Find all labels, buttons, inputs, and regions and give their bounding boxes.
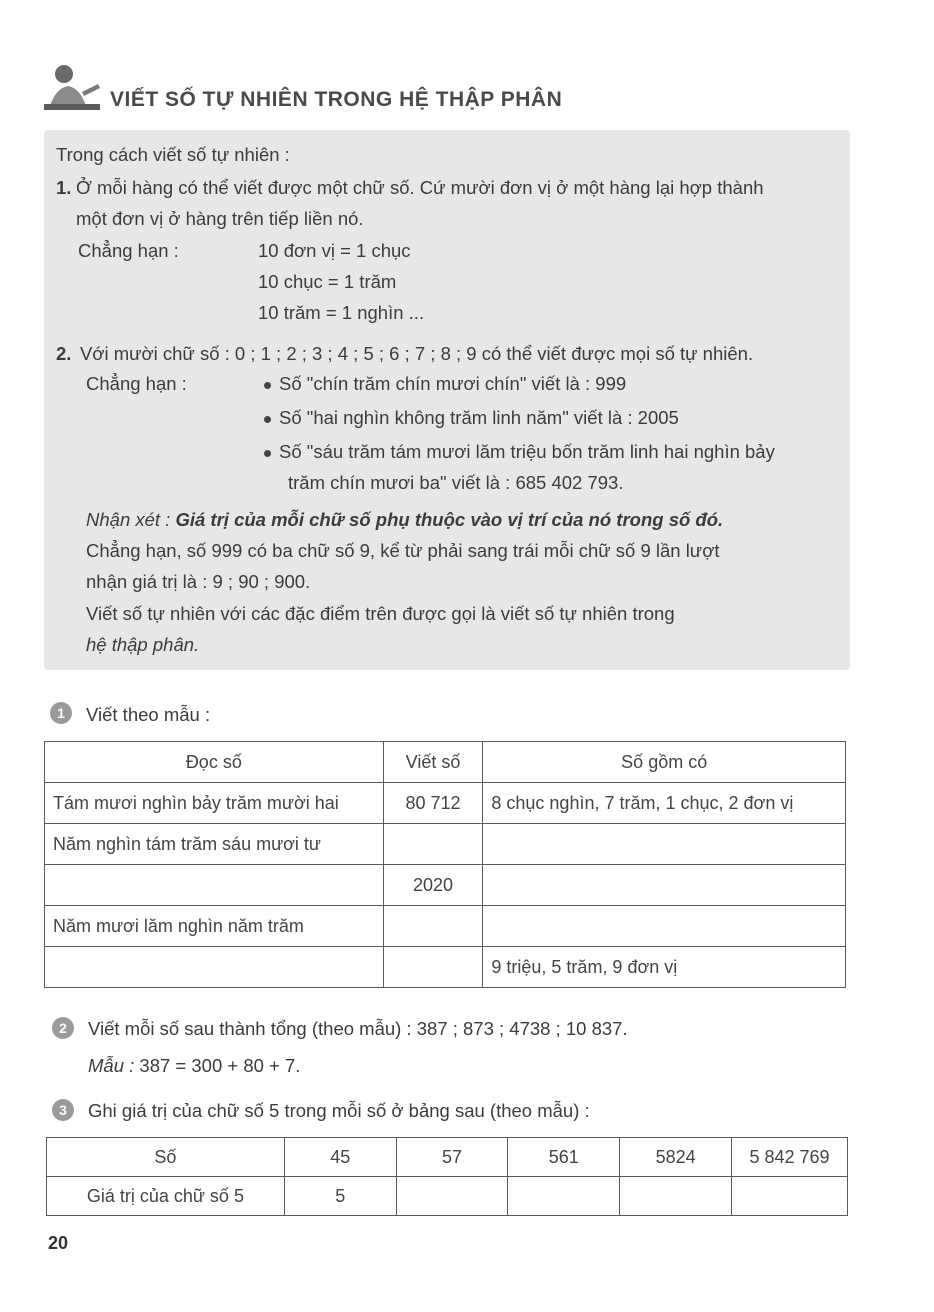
composition-cell[interactable]: [483, 824, 846, 865]
remark: [86, 509, 723, 531]
definition-line-1: Viết số tự nhiên với các đặc điểm trên được gọi là viết số tự nhiên trong: [86, 603, 675, 624]
number-cell: 5 842 769: [732, 1138, 848, 1177]
write-number-cell: 2020: [383, 865, 483, 906]
point-1-line-1: Ở mỗi hàng có thể viết được một chữ số. Cứ mười đơn vị ở một hàng lại hợp thành: [76, 177, 764, 198]
header-cell: Đọc số: [45, 742, 384, 783]
example-line-1: 10 đơn vị = 1 chục: [258, 240, 411, 261]
number-row: [47, 1138, 848, 1177]
bullet-icon: [264, 450, 271, 457]
write-number-cell[interactable]: [383, 906, 483, 947]
read-number-cell: Năm nghìn tám trăm sáu mươi tư: [45, 824, 384, 865]
exercise-1-instruction: Viết theo mẫu :: [86, 704, 211, 725]
exercise-3-instruction: Ghi giá trị của chữ số 5 trong mỗi số ở bảng sau (theo mẫu) :: [88, 1100, 590, 1121]
point-2-number: 2.: [56, 343, 72, 364]
bullet-item-3-text: Số "sáu trăm tám mươi lăm triệu bốn trăm linh hai nghìn bảy: [279, 441, 775, 462]
point-2-line: Với mười chữ số : 0 ; 1 ; 2 ; 3 ; 4 ; 5 ; 6 ; 7 ; 8 ; 9 có thể viết được mọi số tự nhiên.: [80, 343, 754, 364]
table-header-row: [45, 742, 846, 783]
page-number: 20: [48, 1233, 69, 1253]
read-number-cell[interactable]: [45, 865, 384, 906]
remark-example-line-1: Chẳng hạn, số 999 có ba chữ số 9, kể từ phải sang trái mỗi chữ số 9 lần lượt: [86, 540, 720, 561]
number-cell: 45: [284, 1138, 396, 1177]
number-cell: 5824: [620, 1138, 732, 1177]
table-row: [45, 906, 846, 947]
exercise-2-sample: [88, 1055, 300, 1077]
table-row: [45, 865, 846, 906]
exercise-1-badge: 1: [50, 702, 72, 724]
number-cell: 57: [396, 1138, 508, 1177]
exercise-2-badge: 2: [52, 1017, 74, 1039]
write-number-cell[interactable]: [383, 947, 483, 988]
point-1-line-2: một đơn vị ở hàng trên tiếp liền nó.: [76, 208, 364, 229]
theory-intro: Trong cách viết số tự nhiên :: [56, 144, 290, 165]
bullet-item-3: [264, 441, 775, 463]
composition-cell[interactable]: [483, 865, 846, 906]
example-line-2: 10 chục = 1 trăm: [258, 271, 397, 292]
example-line-3: 10 trăm = 1 nghìn ...: [258, 302, 425, 323]
table-row: [45, 947, 846, 988]
lesson-title-row: [42, 62, 742, 114]
read-number-cell: Tám mươi nghìn bảy trăm mười hai: [45, 783, 384, 824]
value-cell[interactable]: [732, 1177, 848, 1216]
point-1-number: 1.: [56, 177, 72, 198]
table-row: [45, 824, 846, 865]
sample-label: Mẫu :: [88, 1055, 135, 1076]
bullet-icon: [264, 416, 271, 423]
exercise-2-instruction: Viết mỗi số sau thành tổng (theo mẫu) : 387 ; 873 ; 4738 ; 10 837.: [88, 1018, 628, 1039]
read-number-cell: Năm mươi lăm nghìn năm trăm: [45, 906, 384, 947]
header-cell: Số gồm có: [483, 742, 846, 783]
value-row: [47, 1177, 848, 1216]
composition-cell[interactable]: [483, 906, 846, 947]
write-number-cell: 80 712: [383, 783, 483, 824]
example-label-1: Chẳng hạn :: [78, 240, 179, 261]
bullet-item-1: [264, 373, 626, 395]
value-cell: 5: [284, 1177, 396, 1216]
sample-text: 387 = 300 + 80 + 7.: [139, 1055, 301, 1076]
remark-label: Nhận xét :: [86, 509, 171, 530]
bullet-item-2: [264, 407, 679, 429]
value-cell[interactable]: [396, 1177, 508, 1216]
lesson-title: VIẾT SỐ TỰ NHIÊN TRONG HỆ THẬP PHÂN: [110, 88, 563, 111]
example-label-2: Chẳng hạn :: [86, 373, 187, 394]
bullet-item-3-line-2: trăm chín mươi ba" viết là : 685 402 793.: [288, 472, 624, 493]
value-cell[interactable]: [508, 1177, 620, 1216]
bullet-icon: [264, 382, 271, 389]
table-row: [45, 783, 846, 824]
read-number-cell[interactable]: [45, 947, 384, 988]
number-cell: 561: [508, 1138, 620, 1177]
composition-cell: 8 chục nghìn, 7 trăm, 1 chục, 2 đơn vị: [483, 783, 846, 824]
remark-example-line-2: nhận giá trị là : 9 ; 90 ; 900.: [86, 571, 311, 592]
bullet-item-2-text: Số "hai nghìn không trăm linh năm" viết là : 2005: [279, 407, 679, 428]
exercise-1-table: [44, 741, 846, 988]
header-cell: Viết số: [383, 742, 483, 783]
composition-cell: 9 triệu, 5 trăm, 9 đơn vị: [483, 947, 846, 988]
row-header-cell: Số: [47, 1138, 285, 1177]
value-cell[interactable]: [620, 1177, 732, 1216]
student-writing-icon: [42, 62, 104, 114]
row-header-cell: Giá trị của chữ số 5: [47, 1177, 285, 1216]
exercise-3-table: [46, 1137, 848, 1216]
write-number-cell[interactable]: [383, 824, 483, 865]
remark-text: Giá trị của mỗi chữ số phụ thuộc vào vị trí của nó trong số đó.: [175, 509, 724, 530]
bullet-item-1-text: Số "chín trăm chín mươi chín" viết là : 999: [279, 373, 627, 394]
definition-line-2: hệ thập phân.: [86, 634, 200, 655]
exercise-3-badge: 3: [52, 1099, 74, 1121]
